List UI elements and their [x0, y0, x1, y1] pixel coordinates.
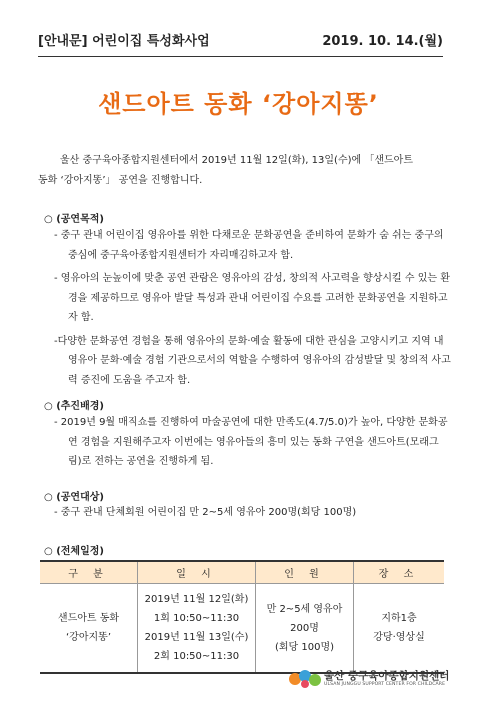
- cell-text: 강당·영상실: [373, 632, 425, 643]
- cell-text: 샌드아트 동화: [57, 613, 120, 624]
- col-header-place: 장 소: [354, 561, 445, 584]
- list-item: -다양한 문화공연 경험을 통해 영유아의 문화·예술 활동에 대한 관심을 고양시키고 지역 내 영유아 문화·예술 경험 기관으로서의 역할을 수행하여 영유아의 감성발달 및 창의적 사고력 증진에 도움을 주고자 함.: [54, 335, 451, 386]
- list-item: - 중구 관내 단체회원 어린이집 만 2~5세 영유아 200명(회당 100명): [54, 507, 357, 518]
- schedule-table: [40, 560, 444, 674]
- list-item: - 중구 관내 어린이집 영유아를 위한 다채로운 문화공연을 준비하여 문화가 숨 쉬는 중구의 중심에 중구육아종합지원센터가 자리매김하고자 함.: [54, 230, 444, 261]
- cell-category: [40, 584, 138, 674]
- col-header-category: 구 분: [40, 561, 138, 584]
- center-logo: [288, 666, 450, 694]
- cell-text: 만 2~5세 영유아: [266, 603, 343, 615]
- document-header: [38, 30, 443, 52]
- section-heading-purpose: ○ (공연목적): [44, 214, 104, 225]
- cell-text: 1회 10:50~11:30: [153, 613, 240, 624]
- cell-text: ‘강아지똥’: [66, 632, 111, 643]
- cell-text: 지하1층: [381, 613, 417, 624]
- table-header-row: [40, 561, 444, 584]
- org-name: 울산 중구육아종합지원센터: [324, 670, 450, 682]
- cell-text: 2회 10:50~11:30: [153, 651, 240, 662]
- intro-paragraph: [38, 151, 446, 191]
- center-logo-icon: [288, 668, 322, 690]
- cell-text: 200명: [290, 622, 319, 634]
- intro-line: 울산 중구육아종합지원센터에서 2019년 11월 12일(화), 13일(수)에 「샌드아트: [60, 155, 413, 166]
- cell-place: [354, 584, 445, 674]
- notice-label: [안내문] 어린이집 특성화사업: [38, 34, 210, 49]
- purpose-list: [54, 226, 452, 394]
- table-row: [40, 584, 444, 674]
- audience-list: [54, 503, 452, 527]
- cell-text: 2019년 11월 13일(수): [144, 632, 249, 643]
- notice-date: 2019. 10. 14.(월): [322, 34, 443, 49]
- cell-datetime: [138, 584, 256, 674]
- cell-people: [256, 584, 354, 674]
- col-header-people: 인 원: [256, 561, 354, 584]
- cell-text: 2019년 11월 12일(화): [144, 594, 249, 605]
- list-item: - 2019년 9월 매직쇼를 진행하여 마술공연에 대한 만족도(4.7/5.0)가 높아, 다양한 문화공연 경험을 지원해주고자 이번에는 영유아들의 흥미 있는 동화 구연을 샌드아트(모래그림)로 전하는 공연을 진행하게 됨.: [54, 417, 448, 467]
- section-heading-schedule: ○ (전체일정): [44, 546, 104, 557]
- section-heading-audience: ○ (공연대상): [44, 492, 104, 503]
- col-header-datetime: 일 시: [138, 561, 256, 584]
- background-list: [54, 413, 452, 476]
- page-title: 샌드아트 동화 ‘강아지똥’: [98, 90, 379, 118]
- intro-line: 동화 ‘강아지똥’」 공연을 진행합니다.: [38, 175, 203, 186]
- org-subtitle: ULSAN JUNGGU SUPPORT CENTER FOR CHILDCARE: [324, 682, 446, 687]
- header-divider: [38, 56, 443, 57]
- cell-text: (회당 100명): [274, 641, 335, 653]
- list-item: - 영유아의 눈높이에 맞춘 공연 관람은 영유아의 감성, 창의적 사고력을 향상시킬 수 있는 환경을 제공하므로 영유아 발달 특성과 관내 어린이집 수요를 고려한 문화공연을 지원하고자 함.: [54, 273, 450, 323]
- section-heading-background: ○ (추진배경): [44, 401, 104, 412]
